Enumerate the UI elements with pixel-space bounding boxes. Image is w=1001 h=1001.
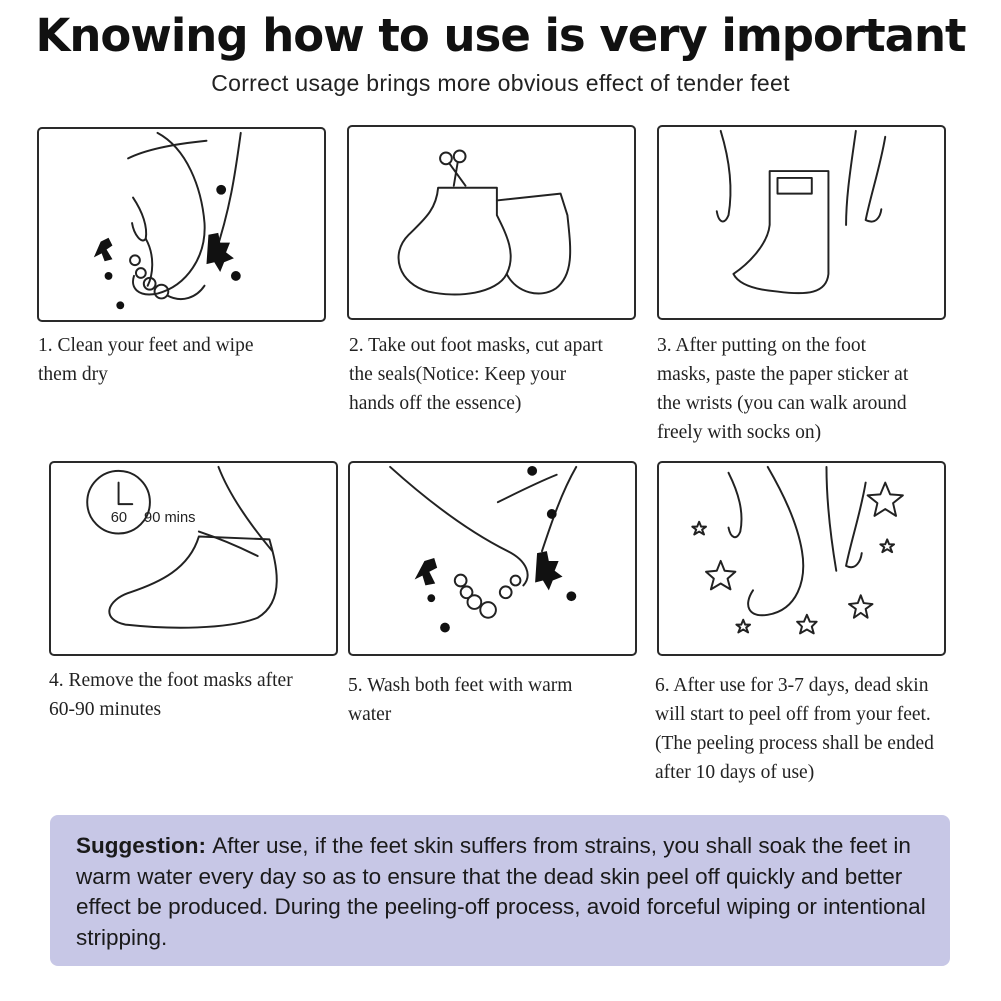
step-6-illustration [657, 461, 946, 656]
caption-line: 1. Clean your feet and wipe [38, 335, 254, 356]
step-3-caption [657, 331, 908, 447]
caption-line: the wrists (you can walk around [657, 393, 907, 414]
caption-line: water [348, 704, 392, 725]
step-6-caption [655, 671, 934, 787]
suggestion-text: After use, if the feet skin suffers from strains, you shall soak the feet in warm water every day so as to ensure that the dead skin peel off quickly and better effect be produced. During the peeling-off process, avoid forceful wiping or intentional stripping. [76, 833, 926, 950]
foot-sock-sticker-icon [659, 127, 944, 318]
step-3-illustration [657, 125, 946, 320]
caption-line: hands off the essence) [349, 393, 522, 414]
caption-line: the seals(Notice: Keep your [349, 364, 567, 385]
caption-line: masks, paste the paper sticker at [657, 364, 909, 385]
timer-foot-mask-icon [51, 463, 336, 654]
suggestion-box [50, 815, 950, 966]
step-1-illustration [37, 127, 326, 322]
caption-line: 5. Wash both feet with warm [348, 675, 573, 696]
page-subtitle: Correct usage brings more obvious effect of tender feet [211, 70, 790, 96]
caption-line: (The peeling process shall be ended [655, 733, 934, 754]
timer-start: 60 [110, 509, 128, 526]
page-title: Knowing how to use is very important [35, 9, 966, 62]
scissors-mask-icon [349, 127, 634, 318]
caption-line: will start to peel off from your feet. [655, 704, 931, 725]
smooth-feet-stars-icon [659, 463, 944, 654]
step-1-caption [38, 331, 254, 389]
step-5-caption [348, 671, 572, 729]
caption-line: 60-90 minutes [49, 699, 162, 720]
caption-line: after 10 days of use) [655, 762, 815, 783]
step-5-illustration [348, 461, 637, 656]
timer-end: 90 mins [144, 509, 196, 526]
caption-line: freely with socks on) [657, 422, 822, 443]
caption-line: 6. After use for 3-7 days, dead skin [655, 675, 929, 696]
foot-cleaning-icon [39, 129, 324, 320]
caption-line: them dry [38, 364, 108, 385]
step-2-caption [349, 331, 603, 418]
step-4-illustration [49, 461, 338, 656]
foot-washing-icon [350, 463, 635, 654]
step-4-caption [49, 666, 293, 724]
caption-line: 3. After putting on the foot [657, 335, 867, 356]
step-2-illustration [347, 125, 636, 320]
caption-line: 2. Take out foot masks, cut apart [349, 335, 603, 356]
suggestion-label: Suggestion: [76, 833, 213, 858]
caption-line: 4. Remove the foot masks after [49, 670, 293, 691]
